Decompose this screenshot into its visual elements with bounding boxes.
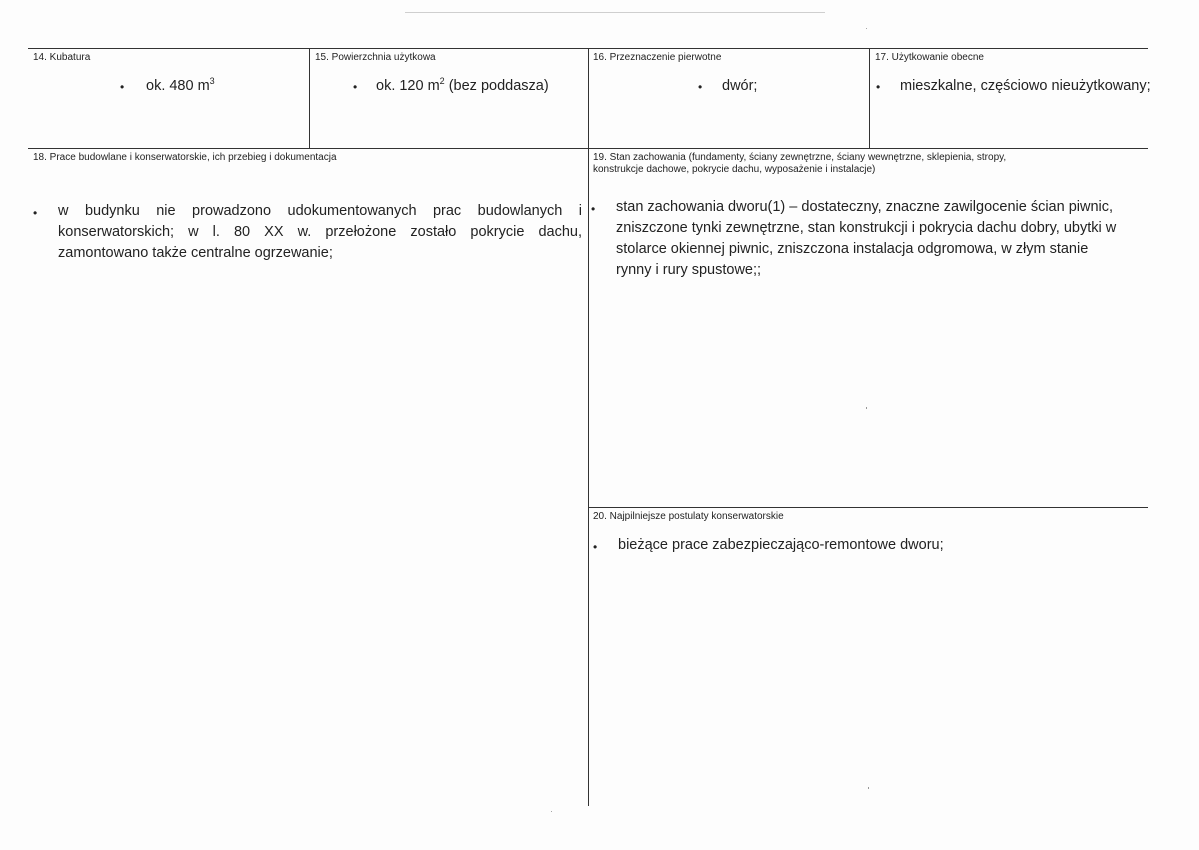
scan-speck: [866, 28, 867, 29]
section-18-text: w budynku nie prowadzono udokumentowanych prac budowlanych i konserwatorskich; w l. 80 XX w. przełożone zostało pokrycie dachu, zamontowano także centralne ogrzewanie;: [58, 203, 582, 261]
section-18-label: 18. Prace budowlane i konserwatorskie, ich przebieg i dokumentacja: [33, 152, 337, 163]
section-20-label: 20. Najpilniejsze postulaty konserwatorskie: [593, 511, 784, 522]
bullet-icon: •: [591, 202, 596, 216]
section-16-value: dwór;: [722, 78, 758, 94]
section-19-label-line2: konstrukcje dachowe, pokrycie dachu, wyposażenie i instalacje): [593, 164, 876, 175]
section-14-value-text: ok. 480 m: [146, 78, 210, 94]
section-15-value: [376, 76, 549, 97]
scan-artifact-line: [405, 12, 825, 13]
section-20-divider: [588, 507, 1148, 508]
section-19-text: stan zachowania dworu(1) – dostateczny, znaczne zawilgocenie ścian piwnic, zniszczone tynki zewnętrzne, stan konstrukcji i pokrycia dachu dobry, ubytki w stolarce okiennej piwnic, zniszczona instalacja odgromowa, w złym stanie rynny i rury spustowe;;: [616, 199, 1117, 278]
scan-speck: [868, 787, 869, 789]
section-15-value-suffix: (bez poddasza): [444, 78, 549, 94]
section-19-label-line1: 19. Stan zachowania (fundamenty, ściany zewnętrzne, ściany wewnętrzne, sklepienia, stropy,: [593, 152, 1007, 163]
col-divider-main: [588, 48, 589, 806]
section-14-value-superscript: 3: [209, 76, 215, 86]
bullet-icon: •: [120, 80, 125, 94]
bullet-icon: •: [353, 80, 358, 94]
col-divider-1: [309, 48, 310, 148]
section-16-label: 16. Przeznaczenie pierwotne: [593, 52, 722, 63]
bullet-icon: •: [33, 206, 38, 220]
section-17-value: mieszkalne, częściowo nieużytkowany;: [900, 78, 1151, 94]
section-17-label: 17. Użytkowanie obecne: [875, 52, 984, 63]
section-20-text: bieżące prace zabezpieczająco-remontowe dworu;: [618, 537, 944, 553]
section-14-value: [146, 76, 215, 97]
bullet-icon: •: [593, 540, 598, 554]
section-15-label: 15. Powierzchnia użytkowa: [315, 52, 436, 63]
section-14-label: 14. Kubatura: [33, 52, 91, 63]
scan-speck: [551, 811, 552, 812]
bullet-icon: •: [876, 80, 881, 94]
scan-speck: [866, 407, 867, 409]
col-divider-3: [869, 48, 870, 148]
section-15-value-text: ok. 120 m: [376, 78, 440, 94]
bullet-icon: •: [698, 80, 703, 94]
section-15-value-superscript: 2: [439, 76, 445, 86]
